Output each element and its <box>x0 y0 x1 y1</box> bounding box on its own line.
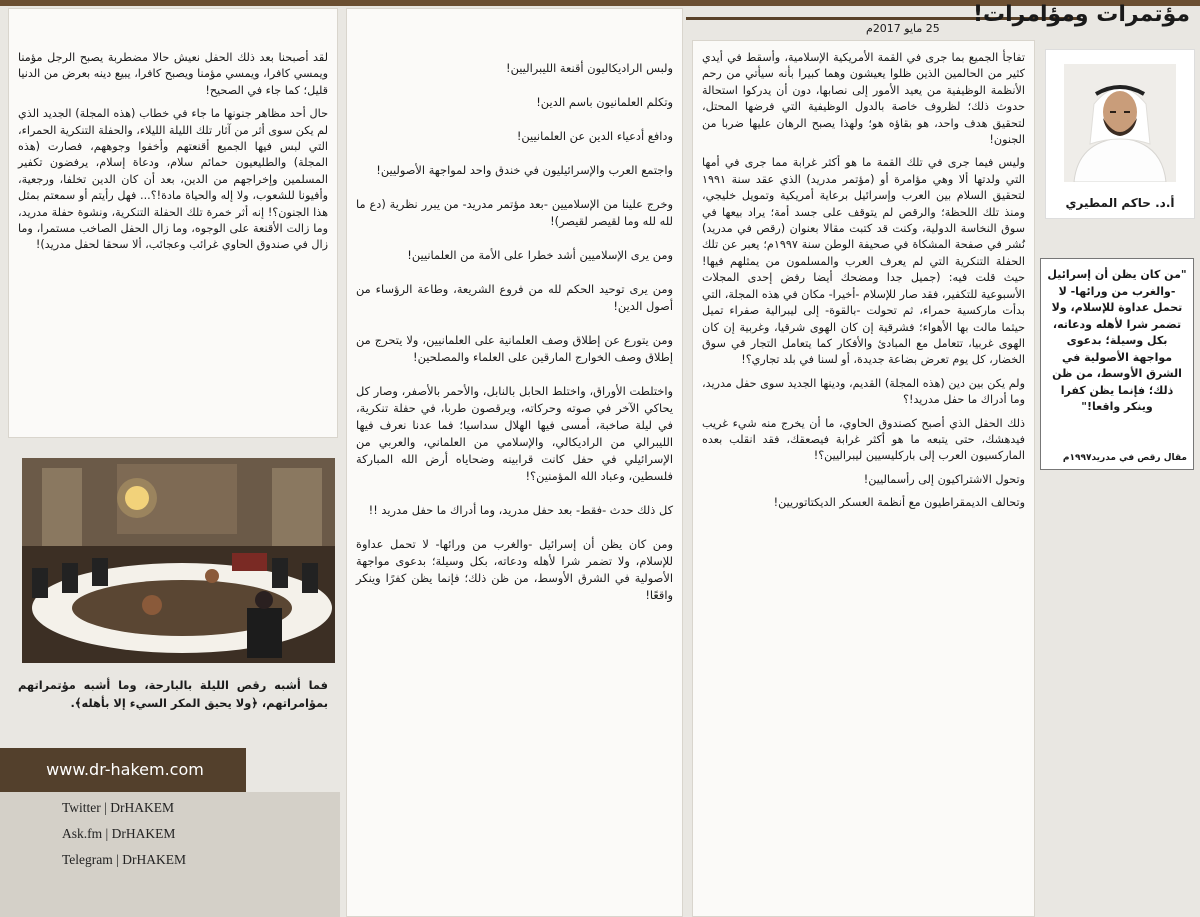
paragraph: ولم يكن بين دين (هذه المجلة) القديم، ودينها الجديد سوى حفل مدريد، وما أدراك ما حفل مدريد!؟ <box>702 376 1025 407</box>
website-link[interactable]: www.dr-hakem.com <box>46 760 204 779</box>
article-date: 25 مايو 2017م <box>866 22 940 35</box>
conference-hall-icon <box>22 458 335 663</box>
conference-photo <box>22 458 335 663</box>
pull-quote-text: "من كان يظن أن إسرائيل -والغرب من ورائها- لا تحمل عداوة للإسلام، ولا تضمر شرا لأهله ودعاته، بكل وسيلة؛ بدعوى مواجهة الأصولية في الشرق الأوسط، من ظن ذلك؛ فإنما يظن كفرا وينكر واقعا!" <box>1047 268 1187 413</box>
column-middle <box>346 8 683 917</box>
paragraph: وتكلم العلمانيون باسم الدين! <box>536 95 673 109</box>
column-left <box>8 8 338 438</box>
photo-caption: فما أشبه رقص الليلة بالبارحة، وما أشبه مؤتمراتهم بمؤامراتهم، ﴿ولا يحيق المكر السيء إلا بأهله﴾. <box>18 678 328 710</box>
paragraph: حال أحد مظاهر جنونها ما جاء في خطاب (هذه المجلة) الجديد الذي لم يكن سوى أثر من آثار تلك الليلة الليلاء، والحفلة التنكرية الحمراء، التي لبس فيها الجميع أقنعتهم وأخفوا وجوههم، فصارت (هذه المجلة) والطليعيون حمائم سلام، ودعاة إسلام، يرفضون تكفير المسلمين وإخراجهم من الدين، بعد أن كان الدين تخلفا، ورجعية، وأفيونا للشعوب، ولا إله والحياة مادة!؟... فهل رأيتم أو سمعتم بمثل هذا الجنون؟! إنه أثر خمرة تلك الحفلة التنكرية، ونشوة حفلة مدريد، وما زالت الأقنعة على الوجوه، وما زال الحفل الصاخب مستمرا، وما زال في صندوق الحاوي غرائب وعجائب، ألا سحقا لحفل مدريد)! <box>18 107 328 252</box>
paragraph: واجتمع العرب والإسرائيليون في خندق واحد لمواجهة الأصوليين! <box>376 163 673 177</box>
paragraph: ومن يرى الإسلاميين أشد خطرا على الأمة من العلمانيين! <box>407 248 673 262</box>
paragraph: ذلك الحفل الذي أصبح كصندوق الحاوي، ما أن يخرج منه شيء غريب فيدهشك، حتى يتبعه ما هو أكثر غرابة فيصعقك، فقد انقلب بعده الماركسيون العرب إلى باركليسيين ليبراليين؟! <box>702 416 1025 463</box>
paragraph: وتحول الاشتراكيون إلى رأسماليين! <box>863 472 1025 486</box>
paragraph: تفاجأ الجميع بما جرى في القمة الأمريكية الإسلامية، وأسقط في أيدي كثير من الحالمين الذين ظلوا يعيشون وهما كبيرا بأنه سيأتي من رحم الأنظمة الوظيفية من يعيد الأمور إلى نصابها، دون أن يدركوا استحالة حدوث ذلك؛ لظروف خاصة بالدول الوظيفية التي فرضها المحتل، لتحقيق هدف واحد، هو بقاؤه هو؛ ولهذا يصبح الرهان عليها ضربا من الجنون! <box>702 51 1025 147</box>
author-name: أ.د. حاكم المطيري <box>1065 196 1175 210</box>
author-photo <box>1064 64 1176 182</box>
author-card <box>1046 50 1194 218</box>
title-bar <box>686 0 1200 36</box>
pull-quote-source: مقال رقص في مدريد١٩٩٧م <box>1062 453 1187 463</box>
paragraph: لقد أصبحنا بعد ذلك الحفل نعيش حالا مضطربة يصبح الرجل مؤمنا ويمسي كافرا، ويمسي مؤمنا ويصبح كافرا، يبيع دينه بعرض من الدنيا قليل؛ كما جاء في الصحيح! <box>18 51 328 97</box>
paragraph: ومن يرى توحيد الحكم لله من فروع الشريعة، وطاعة الرؤساء من أصول الدين! <box>356 282 673 313</box>
pull-quote <box>1040 258 1194 470</box>
paragraph: ومن كان يظن أن إسرائيل -والغرب من ورائها- لا تحمل عداوة للإسلام، ولا تضمر شرا لأهله ودعاته، بكل وسيلة؛ بدعوى مواجهة الأصولية في الشرق الأوسط، من ظن ذلك؛ فإنما يظن كفرًا وينكر واقعًا! <box>356 537 673 602</box>
paragraph: واختلطت الأوراق، واختلط الحابل بالنابل، والأحمر بالأصفر، وصار كل يحاكي الآخر في صوته وحركاته، ويرقصون طربا، في حفلة تنكرية، في ليلة صاخبة، أمسى فيها الهلال سداسيا؛ فما عدنا نعرف فيها الليبرالي من الراديكالي، والإسلامي من العلماني، والعربي من الإسرائيلي في حفل كانت قرابينه وضحاياه أرض الله المباركة فلسطين، وعباد الله المؤمنين؟! <box>356 384 673 483</box>
paragraph: وليس فيما جرى في تلك القمة ما هو أكثر غرابة مما جرى في أمها التي ولدتها ألا وهي مؤامرة أو (مؤتمر مدريد) الذي عقد سنة ١٩٩١ لتحقيق السلام بين العرب وإسرائيل برعاية أمريكية وتمويل خليجي، ومنذ تلك اللحظة؛ والرقص لم يتوقف على جسد أمة؛ يراد بيعها في سوق النخاسة الدولية، وكنت قد كتبت مقالا بعنوان (رقص في مدريد) نُشر في صفحة المشكاة في صحيفة الوطن سنة ١٩٩٧م؛ يعبر عن تلك الحفلة التنكرية التي لم يعرف العرب والمسلمون من يمثلهم فيها! حيث قلت فيه: (جميل جدا ومضحك أيضا رفض إحدى المجلات الأسبوعية للتكفير، فقد صار للإسلام -أخيرا- مكان في هذه المجلة، التي بدأت ماركسية حمراء، ثم تحولت -بالقوة- إلى ليبرالية صفراء تميل حيثما مالت بها الأهواء؛ فشرقية إن كان الهوى شرقيا، وغربية إن كان الهوى غربيا، تتعامل مع المبادئ والأفكار كما يتعامل التجار في سوق الخضار، كل يوم تعرض بضاعة جديدة، أو لسنا في بلد تجاري؟! <box>702 156 1025 367</box>
column-middle-text <box>346 8 683 604</box>
social-telegram[interactable]: Telegram | DrHAKEM <box>62 852 186 867</box>
column-left-text <box>8 8 338 254</box>
paragraph: كل ذلك حدث -فقط- بعد حفل مدريد، وما أدراك ما حفل مدريد !! <box>368 503 673 517</box>
paragraph: وتحالف الديمقراطيون مع أنظمة العسكر الديكتاتوريين! <box>773 496 1025 510</box>
paragraph: ودافع أدعياء الدين عن العلمانيين! <box>516 129 673 143</box>
paragraph: ومن يتورع عن إطلاق وصف العلمانية على العلمانيين، ولا يتحرج من إطلاق وصف الخوارج المارقين على العلماء والمصلحين! <box>356 333 673 364</box>
column-right-text <box>692 40 1035 512</box>
paragraph: ولبس الراديكاليون أقنعة الليبراليين! <box>506 61 673 75</box>
paragraph: وخرج علينا من الإسلاميين -بعد مؤتمر مدريد- من يبرر نظرية (دع ما لله لله وما لقيصر لقيصر)! <box>356 197 673 228</box>
social-twitter[interactable]: Twitter | DrHAKEM <box>62 800 174 815</box>
page-title: مؤتمرات ومؤامرات! <box>972 2 1190 27</box>
column-right <box>692 40 1035 917</box>
author-portrait-icon <box>1064 64 1176 182</box>
social-askfm[interactable]: Ask.fm | DrHAKEM <box>62 826 176 841</box>
